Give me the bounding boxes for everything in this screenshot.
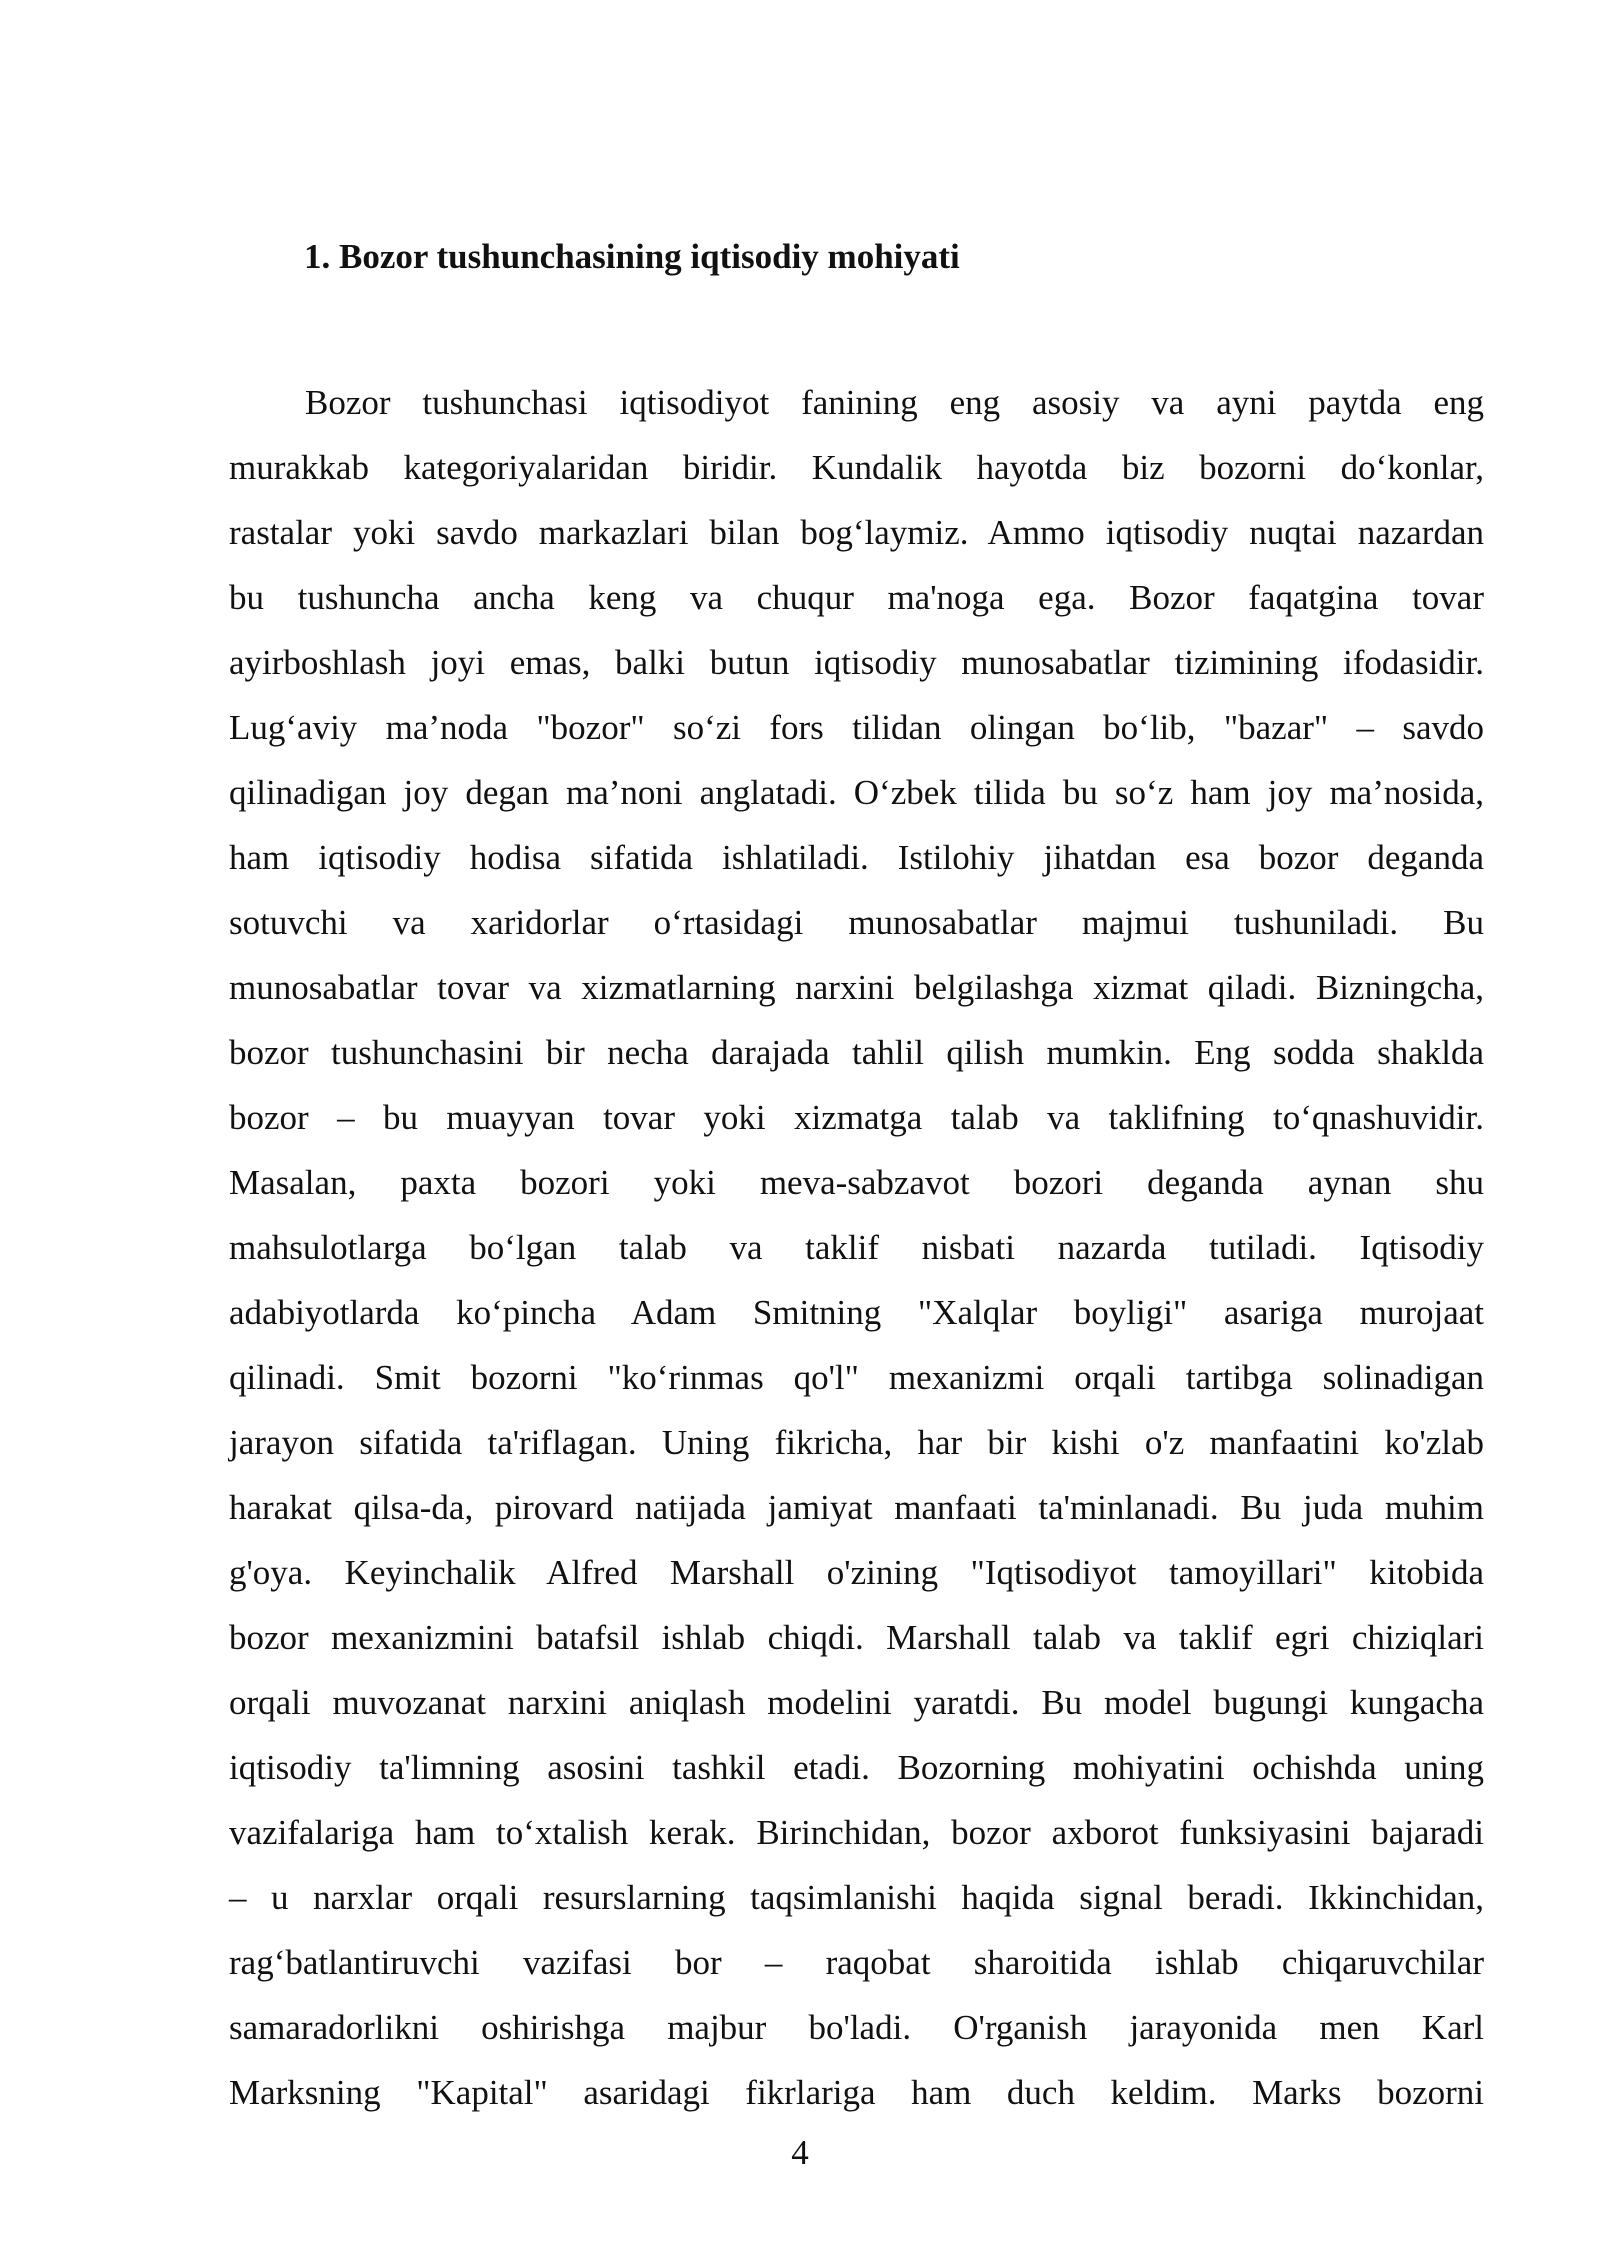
- paragraph-line: harakat qilsa-da, pirovard natijada jamiyat manfaati ta'minlanadi. Bu juda muhim: [229, 1488, 1484, 1527]
- paragraph-line: munosabatlar tovar va xizmatlarning narxini belgilashga xizmat qiladi. Bizningcha,: [229, 968, 1484, 1007]
- paragraph-line: qilinadigan joy degan ma’noni anglatadi. O‘zbek tilida bu so‘z ham joy ma’nosida,: [229, 773, 1484, 812]
- paragraph-line: ham iqtisodiy hodisa sifatida ishlatiladi. Istilohiy jihatdan esa bozor deganda: [229, 838, 1484, 877]
- paragraph-line: vazifalariga ham to‘xtalish kerak. Birinchidan, bozor axborot funksiyasini bajaradi: [229, 1813, 1484, 1852]
- paragraph-line: adabiyotlarda ko‘pincha Adam Smitning "Xalqlar boyligi" asariga murojaat: [229, 1293, 1484, 1332]
- body-paragraph: [229, 370, 1484, 2125]
- paragraph-line: Bozor tushunchasi iqtisodiyot fanining eng asosiy va ayni paytda eng: [305, 383, 1484, 422]
- paragraph-line: orqali muvozanat narxini aniqlash modelini yaratdi. Bu model bugungi kungacha: [229, 1683, 1484, 1722]
- page-number: 4: [791, 2133, 809, 2172]
- paragraph-line: rag‘batlantiruvchi vazifasi bor – raqobat sharoitida ishlab chiqaruvchilar: [229, 1943, 1484, 1982]
- paragraph-line: mahsulotlarga bo‘lgan talab va taklif nisbati nazarda tutiladi. Iqtisodiy: [229, 1228, 1484, 1267]
- paragraph-line: sotuvchi va xaridorlar o‘rtasidagi munosabatlar majmui tushuniladi. Bu: [229, 903, 1484, 942]
- paragraph-line: – u narxlar orqali resurslarning taqsimlanishi haqida signal beradi. Ikkinchidan,: [229, 1878, 1484, 1917]
- paragraph-line: qilinadi. Smit bozorni "ko‘rinmas qo'l" mexanizmi orqali tartibga solinadigan: [229, 1358, 1484, 1397]
- paragraph-line: bu tushuncha ancha keng va chuqur ma'noga ega. Bozor faqatgina tovar: [229, 578, 1484, 617]
- paragraph-line: samaradorlikni oshirishga majbur bo'ladi. O'rganish jarayonida men Karl: [229, 2008, 1484, 2047]
- paragraph-line: Lug‘aviy ma’noda "bozor" so‘zi fors tilidan olingan bo‘lib, "bazar" – savdo: [229, 708, 1484, 747]
- paragraph-line: Marksning "Kapital" asaridagi fikrlariga ham duch keldim. Marks bozorni: [229, 2073, 1484, 2112]
- paragraph-line: bozor tushunchasini bir necha darajada tahlil qilish mumkin. Eng sodda shaklda: [229, 1033, 1484, 1072]
- paragraph-line: iqtisodiy ta'limning asosini tashkil etadi. Bozorning mohiyatini ochishda uning: [229, 1748, 1484, 1787]
- section-heading: 1. Bozor tushunchasining iqtisodiy mohiyati: [304, 237, 960, 276]
- paragraph-line: bozor – bu muayyan tovar yoki xizmatga talab va taklifning to‘qnashuvidir.: [229, 1098, 1484, 1137]
- paragraph-line: rastalar yoki savdo markazlari bilan bog‘laymiz. Ammo iqtisodiy nuqtai nazardan: [229, 513, 1484, 552]
- paragraph-line: jarayon sifatida ta'riflagan. Uning fikricha, har bir kishi o'z manfaatini ko'zlab: [229, 1423, 1484, 1462]
- paragraph-line: bozor mexanizmini batafsil ishlab chiqdi. Marshall talab va taklif egri chiziqlari: [229, 1618, 1484, 1657]
- paragraph-line: Masalan, paxta bozori yoki meva-sabzavot bozori deganda aynan shu: [229, 1163, 1484, 1202]
- paragraph-line: ayirboshlash joyi emas, balki butun iqtisodiy munosabatlar tizimining ifodasidir.: [229, 643, 1484, 682]
- paragraph-line: murakkab kategoriyalaridan biridir. Kundalik hayotda biz bozorni do‘konlar,: [229, 448, 1484, 487]
- paragraph-line: g'oya. Keyinchalik Alfred Marshall o'zining "Iqtisodiyot tamoyillari" kitobida: [229, 1553, 1484, 1592]
